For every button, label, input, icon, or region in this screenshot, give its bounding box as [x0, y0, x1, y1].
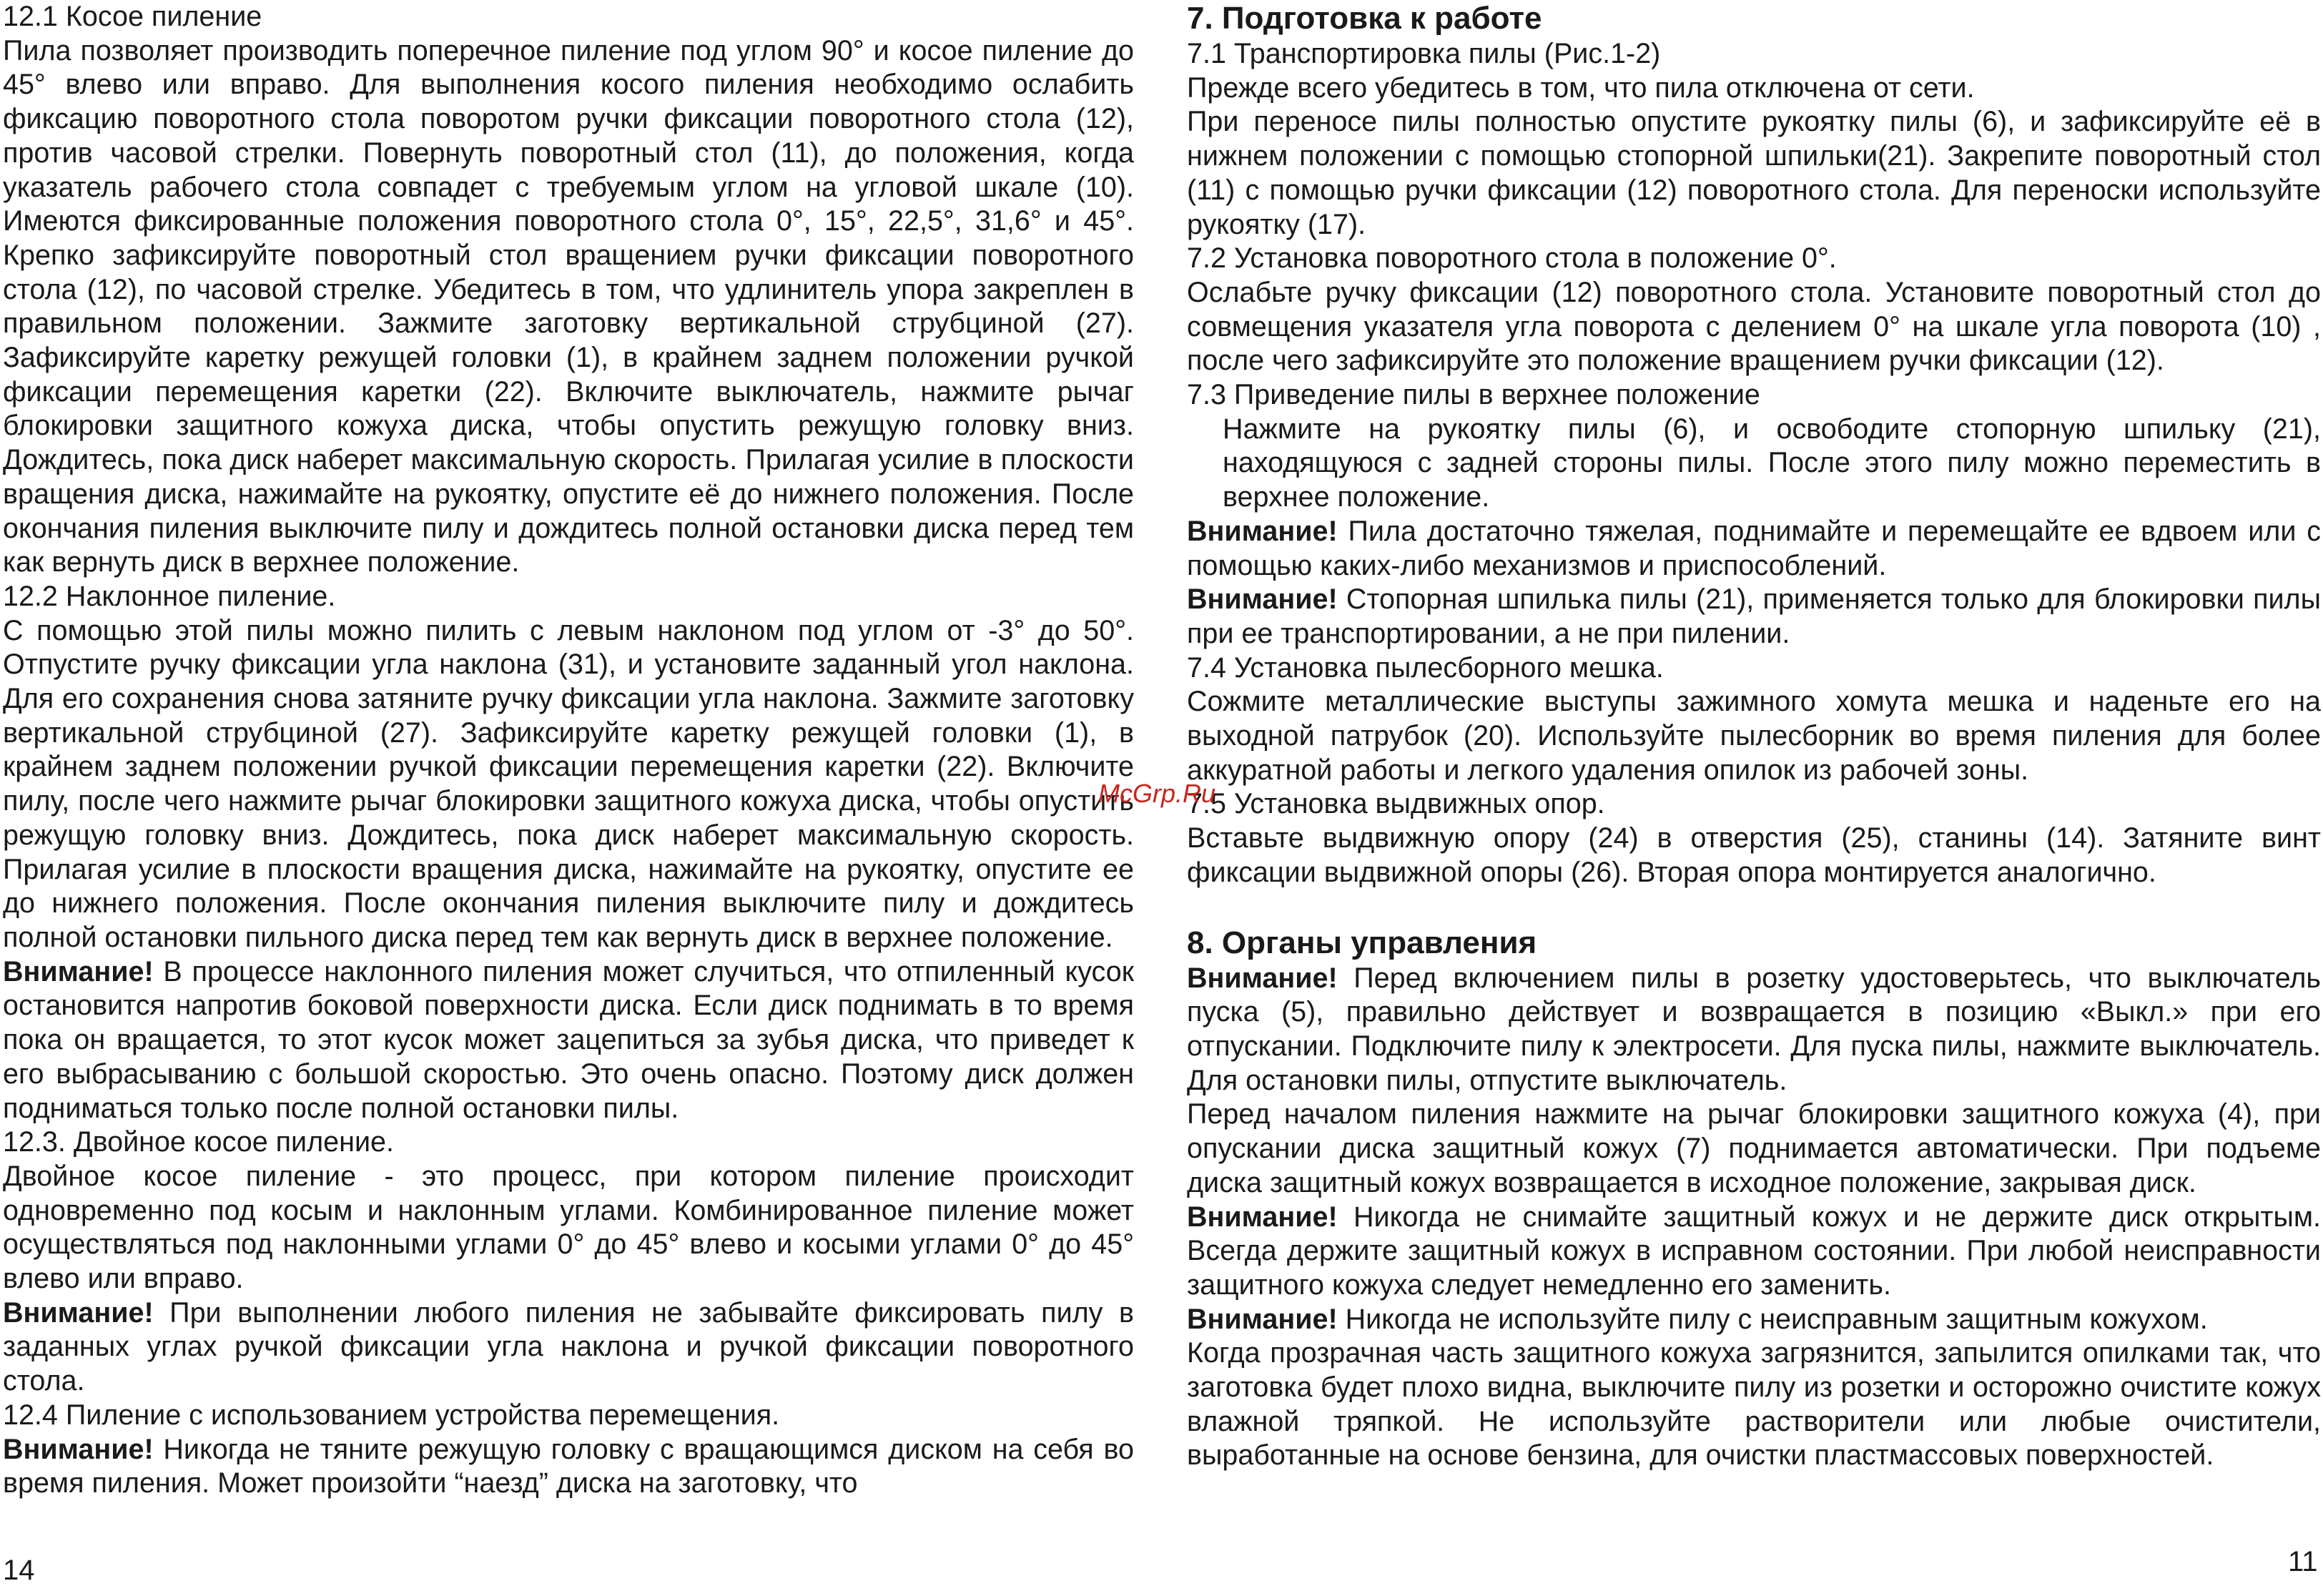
paragraph-7-1b: При переносе пилы полностью опустите рукоятку пилы (6), и зафиксируйте её в нижнем положении с помощью стопорной шпильки(21). Закрепите поворотный стол (11) с помощью ручки фиксации (12) поворотного стола. Для переноски используйте рукоятку (17). [1187, 106, 2321, 240]
page-number-right: 11 [2288, 1546, 2318, 1577]
left-column [3, 0, 1134, 1501]
warning-text: Никогда не снимайте защитный кожух и не держите диск открытым. Всегда держите защитный кожух в исправном состоянии. При любой неисправности защитного кожуха следует немедленно его заменить. [1187, 1201, 2321, 1301]
paragraph-7-4: Сожмите металлические выступы зажимного хомута мешка и наденьте его на выходной патрубок (20). Используйте пылесборник во время пиления для более аккуратной работы и легкого удаления опилок из рабочей зоны. [1187, 686, 2321, 786]
warning-label: Внимание! [1187, 1303, 1338, 1335]
warning-label: Внимание! [1187, 1201, 1338, 1233]
warning-text: Никогда не используйте пилу с неисправным защитным кожухом. [1337, 1303, 2208, 1335]
warning-label: Внимание! [1187, 962, 1338, 994]
warning-text: В процессе наклонного пиления может случиться, что отпиленный кусок остановится напротив боковой поверхности диска. Если диск поднимать в то время пока он вращается, то этот кусок может зацепиться за зубья диска, что приведет к его выбрасыванию с большой скоростью. Это очень опасно. Поэтому диск должен подниматься только после полной остановки пилы. [3, 955, 1134, 1124]
warning-block [1187, 962, 2321, 1098]
section-spacer [1187, 890, 2321, 925]
heading-12-1: 12.1 Косое пиление [3, 1, 262, 32]
page-number-left: 14 [3, 1555, 35, 1586]
watermark: McGrp.Ru [1098, 779, 1216, 808]
warning-block [1187, 1201, 2321, 1303]
warning-block [3, 1433, 1134, 1501]
warning-label: Внимание! [3, 1433, 154, 1465]
paragraph-8-1: Перед началом пиления нажмите на рычаг блокировки защитного кожуха (4), при опускании диска защитный кожух (7) поднимается автоматически. При подъеме диска защитный кожух возвращается в исходное положение, закрывая диск. [1187, 1098, 2321, 1198]
heading-12-3: 12.3. Двойное косое пиление. [3, 1126, 394, 1158]
warning-block [3, 955, 1134, 1126]
warning-text: Пила достаточно тяжелая, поднимайте и перемещайте ее вдвоем или с помощью каких-либо механизмов и приспособлений. [1187, 515, 2321, 581]
section-7-title: 7. Подготовка к работе [1187, 1, 1542, 36]
warning-block [3, 1296, 1134, 1399]
right-column [1187, 0, 2321, 1473]
warning-block [1187, 1303, 2321, 1337]
warning-text: Никогда не тяните режущую головку с вращающимся диском на себя во время пиления. Может произойти “наезд” диска на заготовку, что [3, 1433, 1134, 1499]
warning-block [1187, 515, 2321, 583]
paragraph-7-1a: Прежде всего убедитесь в том, что пила отключена от сети. [1187, 72, 1975, 104]
paragraph-12-1: Пила позволяет производить поперечное пиление под углом 90° и косое пиление до 45° влево или вправо. Для выполнения косого пиления необходимо ослабить фиксацию поворотного стола поворотом ручки фиксации поворотного стола (12), против часовой стрелки. Повернуть поворотный стол (11), до положения, когда указатель рабочего стола совпадет с требуемым углом на угловой шкале (10). Имеются фиксированные положения поворотного стола 0°, 15°, 22,5°, 31,6° и 45°. Крепко зафиксируйте поворотный стол вращением ручки фиксации поворотного стола (12), по часовой стрелке. Убедитесь в том, что удлинитель упора закреплен в правильном положении. Зажмите заготовку вертикальной струбциной (27). Зафиксируйте каретку режущей головки (1), в крайнем заднем положении ручкой фиксации перемещения каретки (22). Включите выключатель, нажмите рычаг блокировки защитного кожуха диска, чтобы опустить режущую головку вниз. Дождитесь, пока диск наберет максимальную скорость. Прилагая усилие в плоскости вращения диска, нажимайте на рукоятку, опустите её до нижнего положения. После окончания пиления выключите пилу и дождитесь полной остановки диска перед тем как вернуть диск в верхнее положение. [3, 34, 1134, 578]
paragraph-7-5: Вставьте выдвижную опору (24) в отверстия (25), станины (14). Затяните винт фиксации выдвижной опоры (26). Вторая опора монтируется аналогично. [1187, 822, 2321, 888]
paragraph-12-3: Двойное косое пиление - это процесс, при котором пиление происходит одновременно под косым и наклонным углами. Комбинированное пиление может осуществляться под наклонными углами 0° до 45° влево и косыми углами 0° до 45° влево или вправо. [3, 1160, 1134, 1295]
heading-12-4: 12.4 Пиление с использованием устройства перемещения. [3, 1399, 780, 1431]
warning-label: Внимание! [3, 955, 154, 987]
warning-label: Внимание! [3, 1296, 154, 1329]
warning-block [1187, 583, 2321, 651]
paragraph-7-3: Нажмите на рукоятку пилы (6), и освободите стопорную шпильку (21), находящуюся с задней стороны пилы. После этого пилу можно переместить в верхнее положение. [1223, 413, 2321, 513]
heading-7-3: 7.3 Приведение пилы в верхнее положение [1187, 379, 1760, 411]
paragraph-12-2: С помощью этой пилы можно пилить с левым наклоном под углом от -3° до 50°. Отпустите ручку фиксации угла наклона (31), и установите заданный угол наклона. Для его сохранения снова затяните ручку фиксации угла наклона. Зажмите заготовку вертикальной струбциной (27). Зафиксируйте каретку режущей головки (1), в крайнем заднем положении ручкой фиксации перемещения каретки (22). Включите пилу, после чего нажмите рычаг блокировки защитного кожуха диска, чтобы опустить режущую головку вниз. Дождитесь, пока диск наберет максимальную скорость. Прилагая усилие в плоскости вращения диска, нажимайте на рукоятку, опустите ее до нижнего положения. После окончания пиления выключите пилу и дождитесь полной остановки пильного диска перед тем как вернуть диск в верхнее положение. [3, 614, 1134, 953]
warning-label: Внимание! [1187, 515, 1338, 547]
paragraph-7-2: Ослабьте ручку фиксации (12) поворотного стола. Установите поворотный стол до совмещения указателя угла поворота с делением 0° на шкале угла поворота (10) , после чего зафиксируйте это положение вращением ручки фиксации (12). [1187, 276, 2321, 377]
heading-7-5: 7.5 Установка выдвижных опор. [1187, 788, 1605, 820]
section-8-title: 8. Органы управления [1187, 925, 1537, 960]
heading-7-2: 7.2 Установка поворотного стола в положение 0°. [1187, 242, 1837, 275]
warning-text: Стопорная шпилька пилы (21), применяется только для блокировки пилы при ее транспортировании, а не при пилении. [1187, 583, 2321, 649]
warning-label: Внимание! [1187, 583, 1338, 616]
heading-7-4: 7.4 Установка пылесборного мешка. [1187, 651, 1664, 684]
warning-text: Перед включением пилы в розетку удостоверьтесь, что выключатель пуска (5), правильно действует и возвращается в позицию «Выкл.» при его отпускании. Подключите пилу к электросети. Для пуска пилы, нажмите выключатель. Для остановки пилы, отпустите выключатель. [1187, 962, 2321, 1096]
paragraph-8-2: Когда прозрачная часть защитного кожуха загрязнится, запылится опилками так, что заготовка будет плохо видна, выключите пилу из розетки и осторожно очистите кожух влажной тряпкой. Не используйте растворители или любые очистители, выработанные на основе бензина, для очистки пластмассовых поверхностей. [1187, 1337, 2321, 1472]
heading-7-1: 7.1 Транспортировка пилы (Рис.1-2) [1187, 38, 1661, 69]
heading-12-2: 12.2 Наклонное пиление. [3, 580, 336, 612]
warning-text: При выполнении любого пиления не забывайте фиксировать пилу в заданных углах ручкой фиксации угла наклона и ручкой фиксации поворотного стола. [3, 1296, 1134, 1397]
